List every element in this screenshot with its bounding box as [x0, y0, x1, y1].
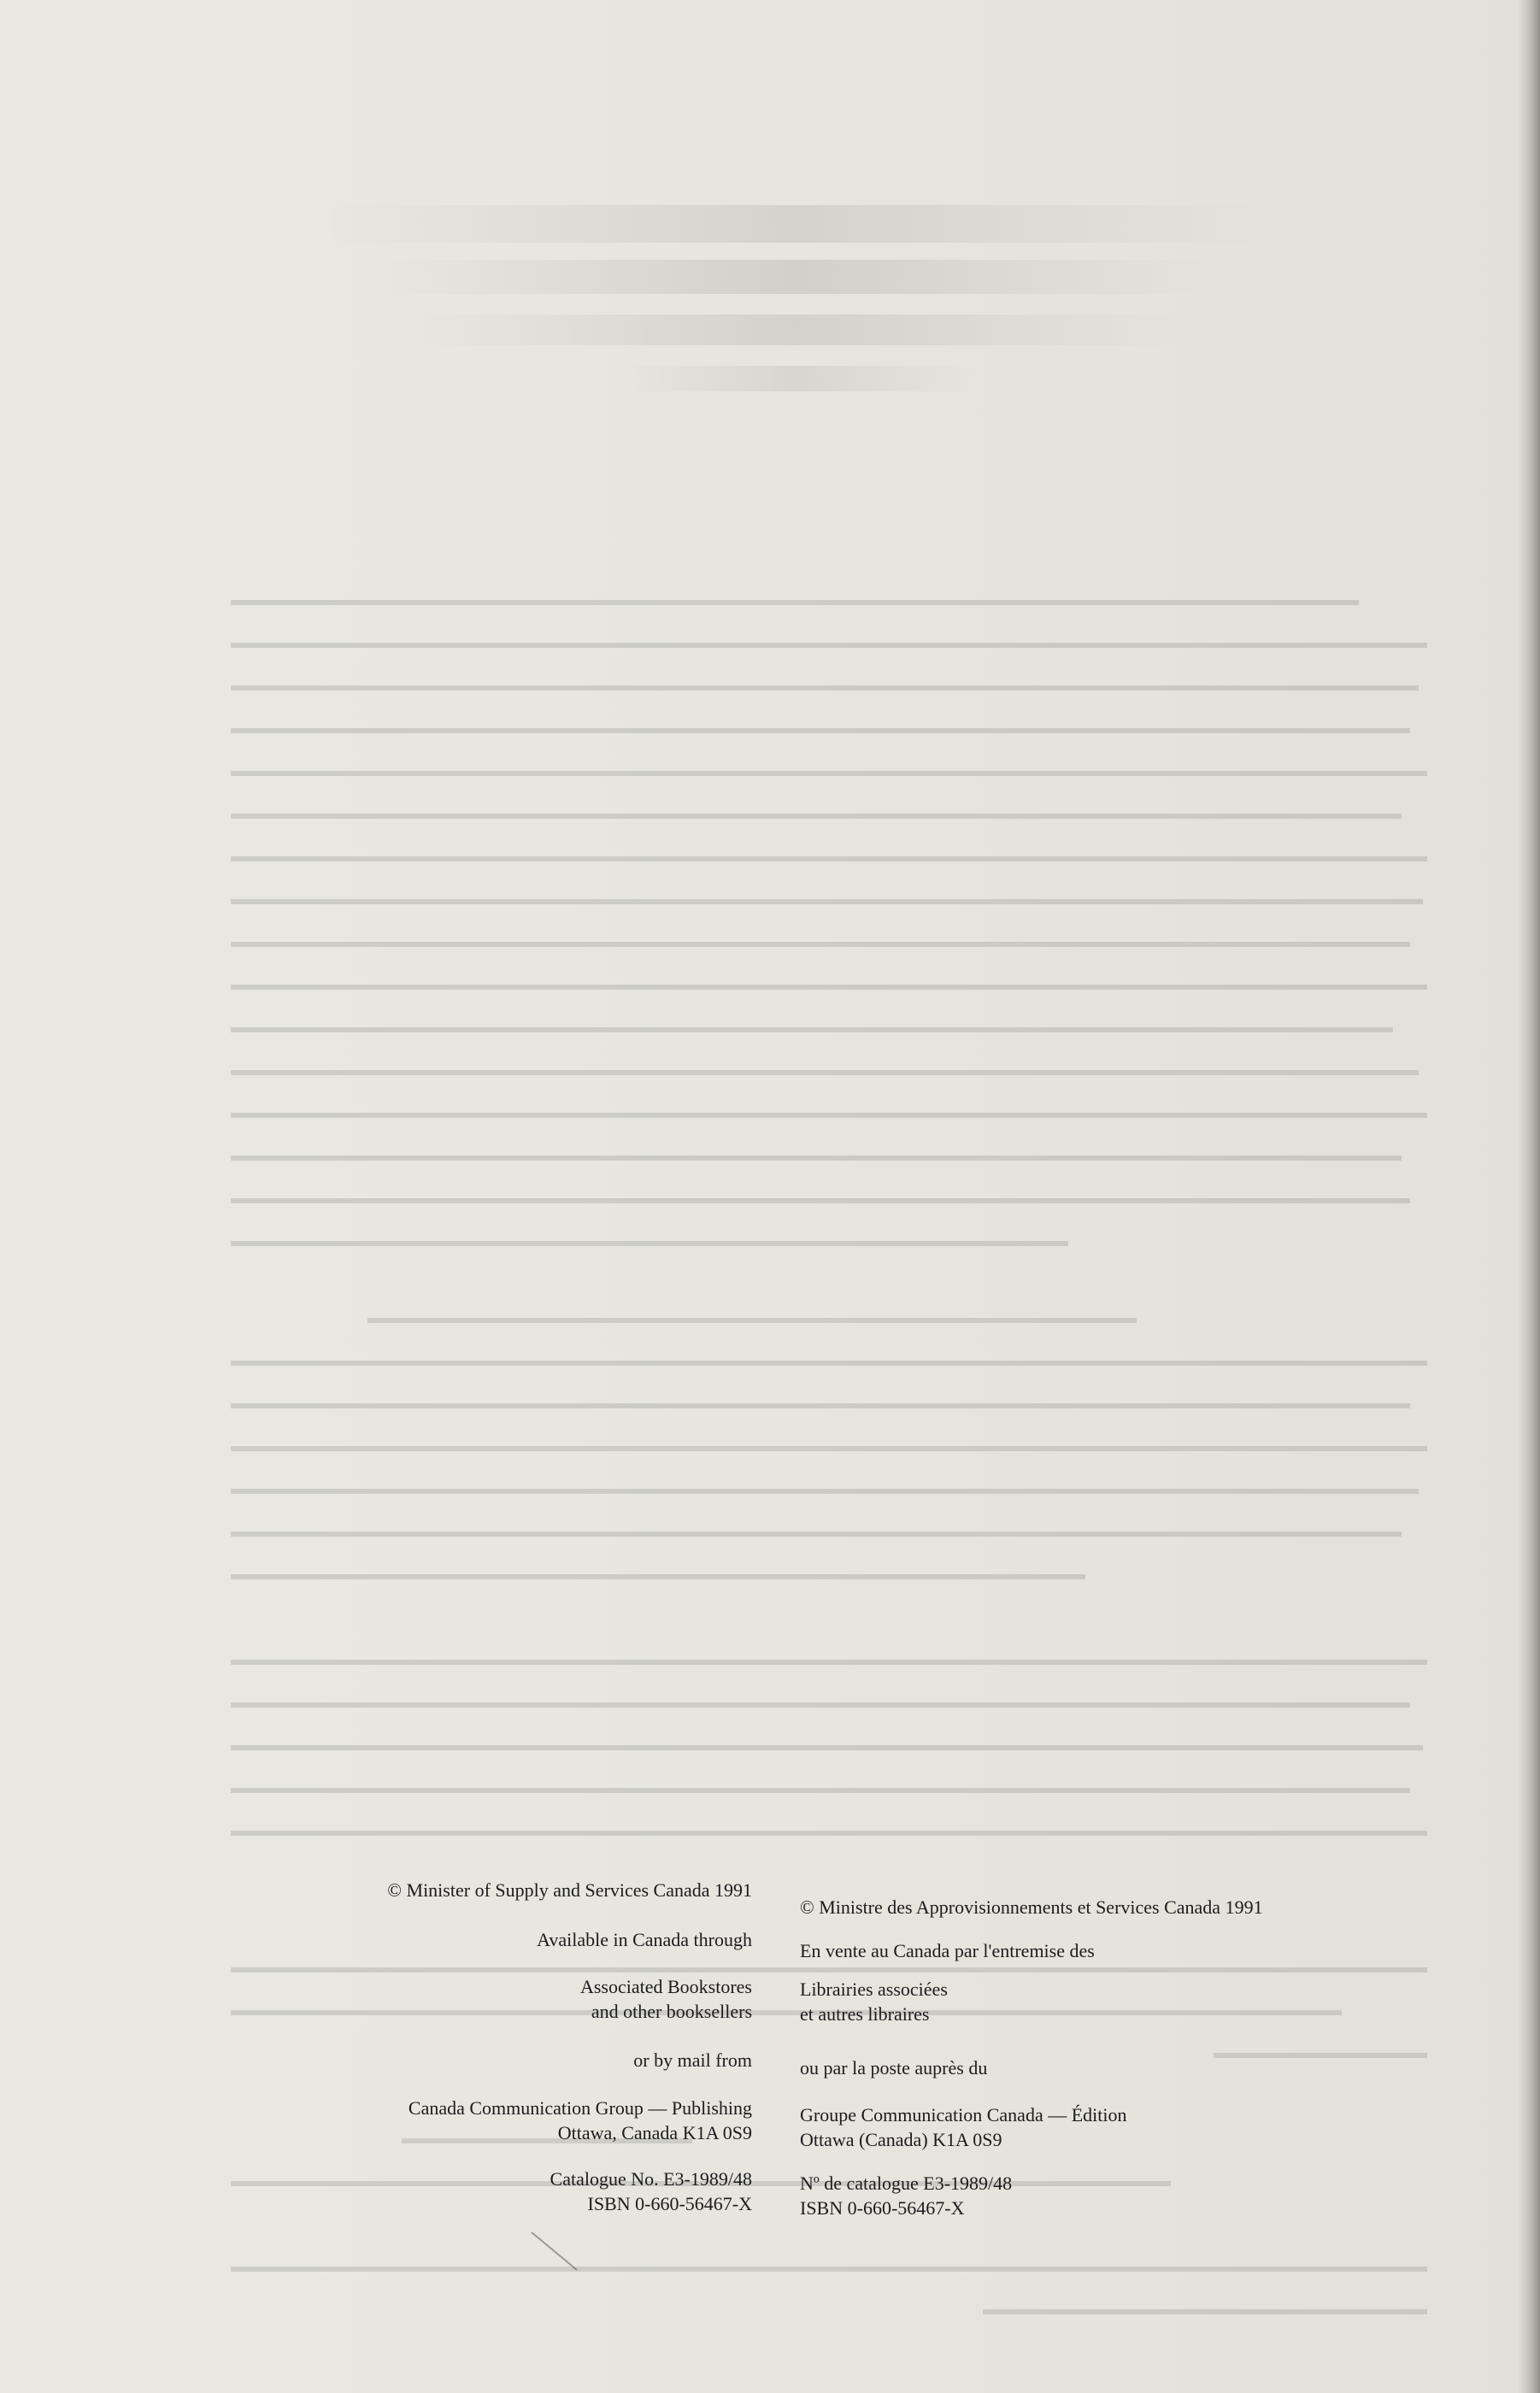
publisher-address-en: Ottawa, Canada K1A 0S9 — [557, 2122, 752, 2143]
stray-mark — [530, 2231, 581, 2273]
mail-order-en: or by mail from — [633, 2049, 752, 2071]
availability-fr: En vente au Canada par l'entremise des — [800, 1940, 1095, 1961]
copyright-fr: © Ministre des Approvisionnements et Services Canada 1991 — [800, 1896, 1263, 1918]
availability-en: Available in Canada through — [537, 1929, 752, 1950]
copyright-en: © Minister of Supply and Services Canada 1991 — [387, 1879, 752, 1901]
publisher-name-fr: Groupe Communication Canada — Édition — [800, 2104, 1127, 2125]
bookstores-line-2-en: and other booksellers — [591, 2001, 752, 2022]
bookstores-line-2-fr: et autres libraires — [800, 2003, 930, 2025]
publisher-address-fr: Ottawa (Canada) K1A 0S9 — [800, 2129, 1002, 2150]
bleed-through-header — [325, 205, 1265, 391]
publisher-name-en: Canada Communication Group — Publishing — [408, 2097, 752, 2119]
isbn-fr: ISBN 0-660-56467-X — [800, 2197, 965, 2219]
page-edge-shadow — [1518, 0, 1540, 2393]
isbn-en: ISBN 0-660-56467-X — [587, 2193, 752, 2214]
bleed-through-text-middle — [231, 1299, 1427, 1855]
bleed-through-text-upper — [231, 581, 1427, 1265]
catalogue-number-en: Catalogue No. E3-1989/48 — [550, 2168, 752, 2190]
mail-order-fr: ou par la poste auprès du — [800, 2057, 988, 2078]
catalogue-number-fr: Nº de catalogue E3-1989/48 — [800, 2173, 1013, 2194]
bookstores-line-1-fr: Librairies associées — [800, 1978, 948, 2000]
bookstores-line-1-en: Associated Bookstores — [579, 1976, 752, 1997]
